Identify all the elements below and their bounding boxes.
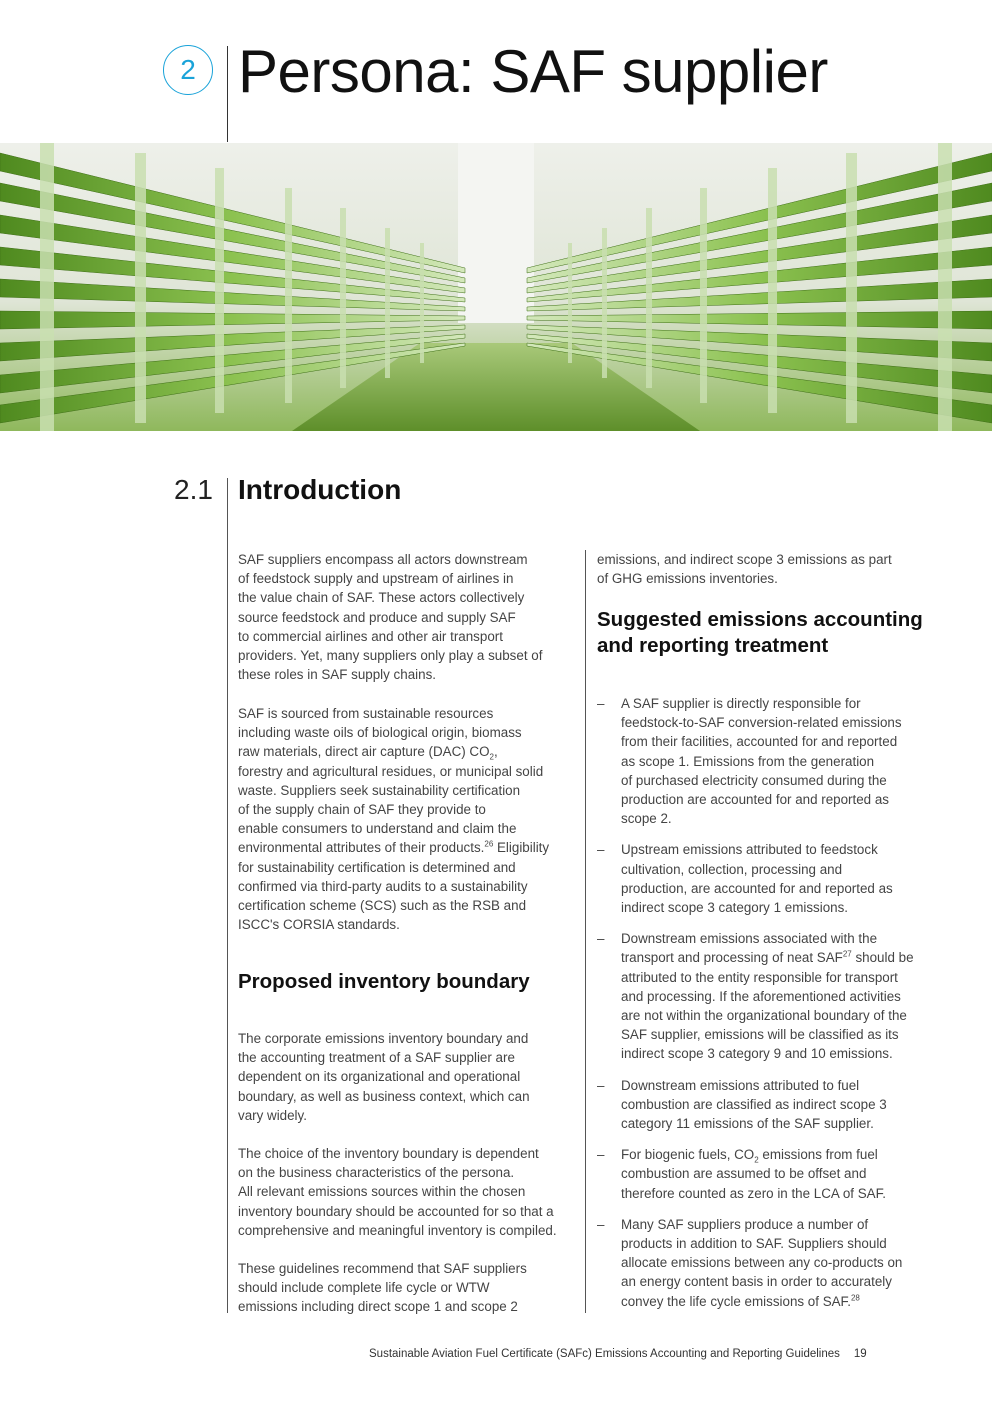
hero-image [0,143,992,431]
footnote-ref-28[interactable]: 28 [850,1293,860,1303]
footnote-ref-26[interactable]: 26 [484,839,494,849]
title-divider [227,46,228,142]
list-item: – Downstream emissions associated with the transport and processing of neat SAF$^{27}$ should be attributed to the entity responsible for transport and processing. If the aforementioned activities are not within the organizational boundary of the SAF supplier, emissions will be classified as its indirect scope 3 category 9 and 10 emissions. [597,931,914,1062]
algae-photobioreactor-image [0,143,992,431]
list-item: – Downstream emissions attributed to fuel combustion are classified as indirect scope 3 category 11 emissions of the SAF supplier. [597,1077,887,1132]
continued-paragraph: emissions, and indirect scope 3 emissions as part of GHG emissions inventories. [597,552,892,587]
page-number: 19 [853,1348,867,1360]
chapter-number-badge: 2 [163,45,213,95]
boundary-paragraph-1: The corporate emissions inventory boundary and the accounting treatment of a SAF supplier are dependent on its organizational and operational boundary, as well as business context, which can vary widely. [238,1031,530,1123]
list-item: – For biogenic fuels, $CO_2$ emissions from fuel combustion are assumed to be offset and therefore counted as zero in the LCA of SAF. [597,1147,886,1201]
column-divider [585,550,586,1313]
list-item: – Many SAF suppliers produce a number of products in addition to SAF. Suppliers should allocate emissions between any co-products on an energy content basis in order to accurately convey the life cycle emissions of SAF.$^{28}$ [597,1216,903,1309]
footer-title: Sustainable Aviation Fuel Certificate (SAFc) Emissions Accounting and Reporting Guidelines [369,1348,840,1360]
treatment-bullet-list [597,694,937,1323]
page-footer [369,1346,867,1362]
intro-paragraph-1: SAF suppliers encompass all actors downstream of feedstock supply and upstream of airlines in the value chain of SAF. These actors collectively source feedstock and produce and supply SAF to commercial airlines and other air transport providers. Yet, many suppliers only play a subset of these roles in SAF supply chains. [238,552,543,683]
subhead-inventory-boundary: Proposed inventory boundary [238,970,530,993]
page-title: Persona: SAF supplier [238,38,828,105]
list-item: – Upstream emissions attributed to feedstock cultivation, collection, processing and production, are accounted for and reported as indirect scope 3 category 1 emissions. [597,842,893,916]
section-title: Introduction [238,474,402,505]
boundary-paragraph-2: The choice of the inventory boundary is dependent on the business characteristics of the persona. All relevant emissions sources within the chosen inventory boundary should be accounted for so that a comprehensive and meaningful inventory is compiled. [238,1146,557,1238]
section-divider [227,478,228,1313]
list-item: – A SAF supplier is directly responsible for feedstock-to-SAF conversion-related emissions from their facilities, accounted for and reported as scope 1. Emissions from the generation of purchased electricity consumed during the production are accounted for and reported as scope 2. [597,696,902,827]
subhead-accounting-treatment: Suggested emissions accounting and reporting treatment [597,608,923,657]
intro-paragraph-2: SAF is sourced from sustainable resources including waste oils of biological origin, biomass raw materials, direct air capture (DAC) $CO_2$, forestry and agricultural residues, or municipal solid waste. Suppliers seek sustainability certification of the supply chain of SAF they provide to enable consumers to understand and claim the environmental attributes of their products.$^{26}$ Eligibility for sustainability certification is determined and confirmed via third-party audits to a sustainability certification scheme (SCS) such as the RSB and ISCC's CORSIA standards. [238,706,550,933]
footnote-ref-27[interactable]: 27 [842,949,852,959]
section-number: 2.1 [174,474,213,505]
boundary-paragraph-3: These guidelines recommend that SAF suppliers should include complete life cycle or WTW emissions including direct scope 1 and scope 2 [238,1261,527,1315]
